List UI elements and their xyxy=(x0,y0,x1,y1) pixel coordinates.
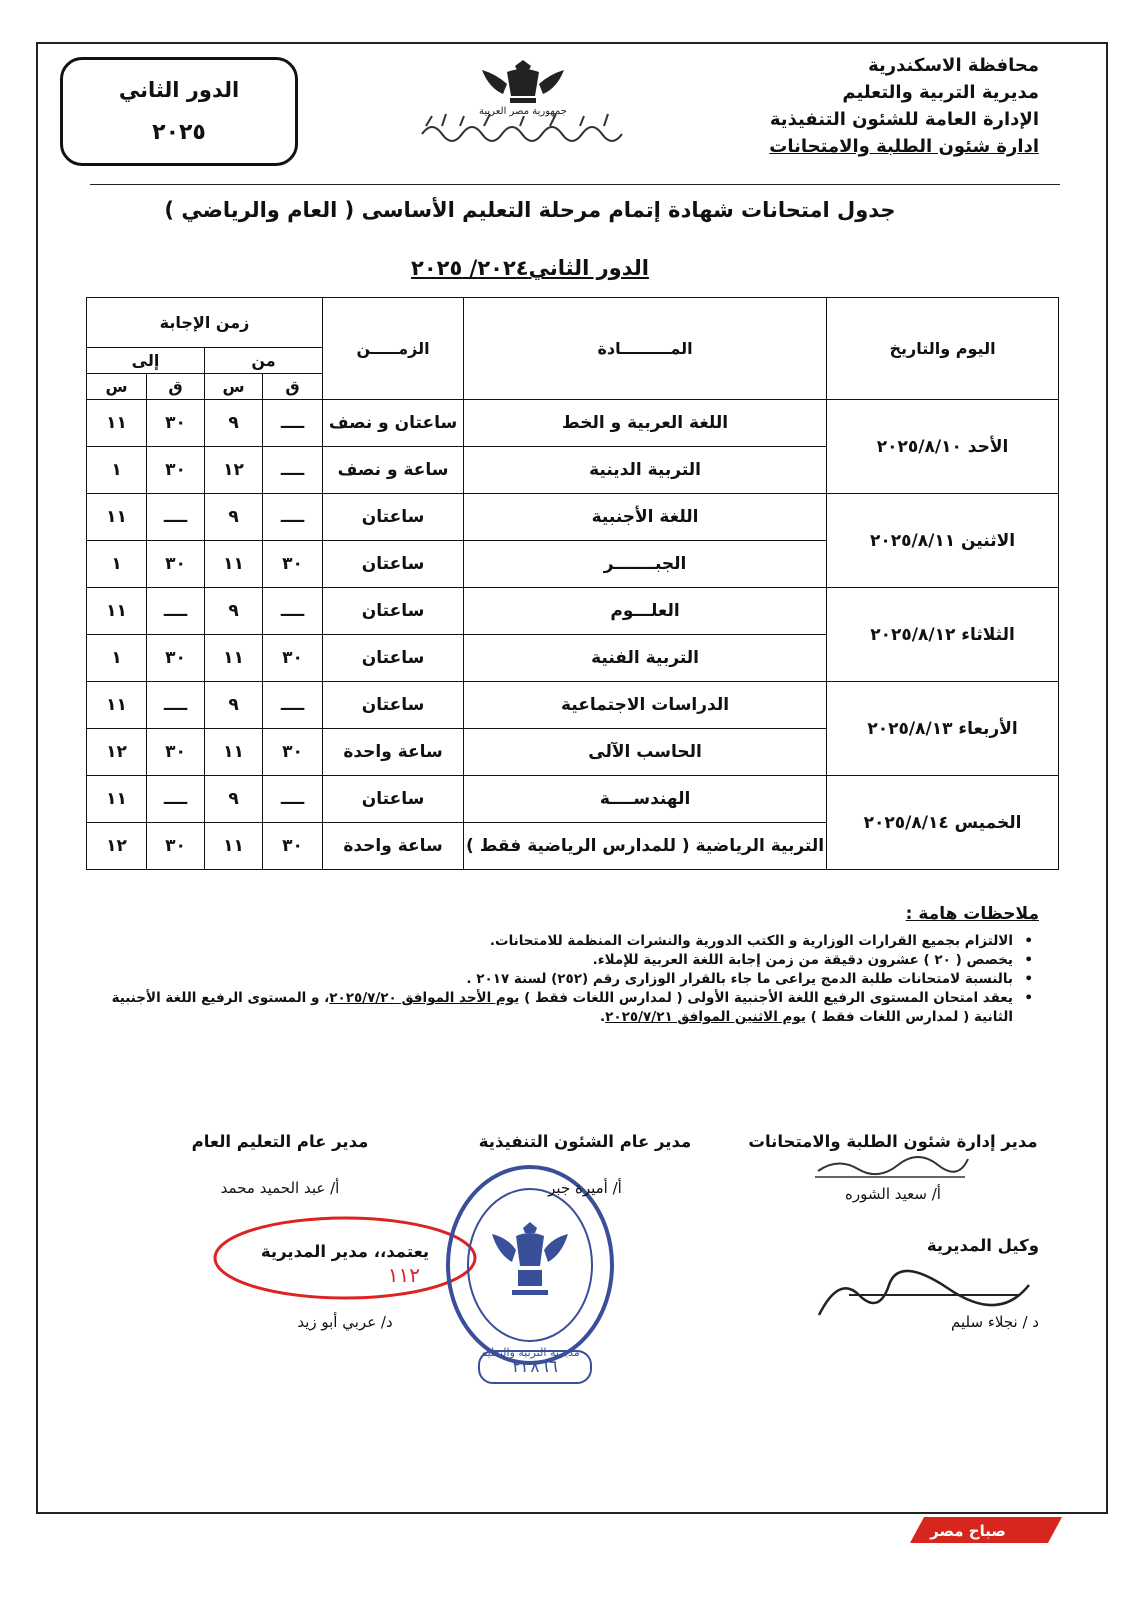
exam-year-label: ٢٠٢٥ xyxy=(152,120,206,145)
duration-cell: ساعتان xyxy=(323,588,464,635)
stamp-ring-text: مديرية التربية والتعليم xyxy=(480,1346,580,1359)
note-text: يخصص ( ٢٠ ) عشرون دقيقة من زمن إجابة اللغة العربية للإملاء. xyxy=(592,952,1013,968)
header-from-q: ق xyxy=(263,374,323,400)
table-row xyxy=(87,400,1059,447)
note-date-underlined: يوم الأحد الموافق ٢٠٢٥/٧/٢٠ xyxy=(329,990,520,1006)
from-hour-cell: ١١ xyxy=(205,823,263,870)
list-item xyxy=(75,932,1035,951)
note-text: ، و المستوى الرفيع اللغة الأجنبية الثانية ( لمدارس اللغات فقط ) xyxy=(111,990,1013,1025)
note-text: بالنسبة لامتحانات طلبة الدمج يراعى ما جاء بالقرار الوزارى رقم (٢٥٢) لسنة ٢٠١٧ . xyxy=(466,971,1013,987)
to-hour-cell: ١١ xyxy=(87,494,147,541)
from-hour-cell: ١١ xyxy=(205,541,263,588)
notes-list xyxy=(75,932,1035,1027)
authority-line-governorate: محافظة الاسكندرية xyxy=(868,55,1039,76)
subject-cell: التربية الدينية xyxy=(464,447,827,494)
duration-cell: ساعتان xyxy=(323,776,464,823)
duration-cell: ساعتان xyxy=(323,541,464,588)
authority-line-department: ادارة شئون الطلبة والامتحانات xyxy=(769,136,1039,157)
to-minute-cell: ــــ xyxy=(147,682,205,729)
header-subject: المـــــــــادة xyxy=(464,298,827,400)
bullet-icon: • xyxy=(1024,971,1033,987)
watermark-text: صباح مصر xyxy=(930,1522,1006,1540)
duration-cell: ساعتان xyxy=(323,494,464,541)
list-item xyxy=(75,951,1035,970)
from-hour-cell: ٩ xyxy=(205,682,263,729)
signatory-title: مدير إدارة شئون الطلبة والامتحانات xyxy=(748,1132,1038,1151)
signatory-title: يعتمد،، مدير المديرية xyxy=(260,1242,430,1261)
to-hour-cell: ١١ xyxy=(87,776,147,823)
from-minute-cell: ٣٠ xyxy=(263,541,323,588)
from-hour-cell: ٩ xyxy=(205,400,263,447)
from-minute-cell: ــــ xyxy=(263,682,323,729)
from-minute-cell: ــــ xyxy=(263,494,323,541)
to-minute-cell: ٣٠ xyxy=(147,447,205,494)
from-minute-cell: ٣٠ xyxy=(263,729,323,776)
to-minute-cell: ٣٠ xyxy=(147,400,205,447)
from-minute-cell: ــــ xyxy=(263,588,323,635)
signatory-name: أ/ عبد الحميد محمد xyxy=(220,1179,340,1197)
subject-cell: الدراسات الاجتماعية xyxy=(464,682,827,729)
subject-cell: الجبـــــــر xyxy=(464,541,827,588)
header-to: إلى xyxy=(87,348,205,374)
subject-cell: اللغة العربية و الخط xyxy=(464,400,827,447)
subject-cell: الحاسب الآلى xyxy=(464,729,827,776)
list-item xyxy=(75,970,1035,989)
subject-cell: التربية الرياضية ( للمدارس الرياضية فقط ) xyxy=(464,823,827,870)
signature-education-manager xyxy=(180,1132,380,1197)
table-row xyxy=(87,494,1059,541)
signatory-name: أ/ سعيد الشوره xyxy=(845,1185,941,1203)
from-hour-cell: ٩ xyxy=(205,776,263,823)
day-date-cell: الأحد ٢٠٢٥/٨/١٠ xyxy=(827,400,1059,494)
signatory-title: مدير عام الشئون التنفيذية xyxy=(478,1132,692,1151)
document-title: جدول امتحانات شهادة إتمام مرحلة التعليم الأساسى ( العام والرياضي ) xyxy=(164,198,896,222)
to-hour-cell: ١ xyxy=(87,635,147,682)
signatory-title: وكيل المديرية xyxy=(926,1236,1039,1255)
stamp-serial-number: ٢٣٨٦٦ xyxy=(478,1350,592,1384)
table-row xyxy=(87,682,1059,729)
duration-cell: ساعتان xyxy=(323,635,464,682)
signature-deputy xyxy=(819,1236,1039,1331)
news-site-watermark xyxy=(896,1517,1062,1543)
header-to-q: ق xyxy=(147,374,205,400)
to-hour-cell: ١١ xyxy=(87,682,147,729)
from-hour-cell: ٩ xyxy=(205,588,263,635)
emblem-caption: جمهورية مصر العربية xyxy=(479,106,567,117)
to-minute-cell: ــــ xyxy=(147,494,205,541)
notes-heading: ملاحظات هامة : xyxy=(905,904,1039,924)
signature-exams-manager xyxy=(743,1132,1043,1203)
header-from: من xyxy=(205,348,323,374)
day-date-cell: الخميس ٢٠٢٥/٨/١٤ xyxy=(827,776,1059,870)
to-minute-cell: ٣٠ xyxy=(147,541,205,588)
from-hour-cell: ١٢ xyxy=(205,447,263,494)
subject-cell: الهندســــة xyxy=(464,776,827,823)
to-hour-cell: ١٢ xyxy=(87,729,147,776)
issuing-authority xyxy=(769,52,1039,160)
authority-line-administration: الإدارة العامة للشئون التنفيذية xyxy=(769,109,1039,130)
duration-cell: ساعة واحدة xyxy=(323,729,464,776)
signature-executive-manager xyxy=(460,1132,710,1197)
signature-director xyxy=(235,1242,455,1331)
handwritten-number: ١١٢ xyxy=(387,1263,420,1287)
to-hour-cell: ١٢ xyxy=(87,823,147,870)
handwritten-signature-icon xyxy=(813,1153,973,1179)
note-date-underlined: يوم الاثنين الموافق ٢٠٢٥/٧/٢١ xyxy=(605,1009,806,1025)
to-minute-cell: ٣٠ xyxy=(147,729,205,776)
to-hour-cell: ١ xyxy=(87,541,147,588)
to-minute-cell: ــــ xyxy=(147,776,205,823)
day-date-cell: الأربعاء ٢٠٢٥/٨/١٣ xyxy=(827,682,1059,776)
note-text: الالتزام بجميع القرارات الوزارية و الكتب الدورية والنشرات المنظمة للامتحانات. xyxy=(489,933,1013,949)
header-divider xyxy=(90,184,1060,185)
exam-round-label: الدور الثاني xyxy=(118,78,240,102)
bullet-icon: • xyxy=(1024,952,1033,968)
list-item: • يعقد امتحان المستوى الرفيع اللغة الأجنبية الأولى ( لمدارس اللغات فقط ) يوم الأحد الموافق ٢٠٢٥/٧/٢٠، و المستوى الرفيع اللغة الأجنبية الثانية ( لمدارس اللغات فقط ) يوم الاثنين الموافق ٢٠٢٥/٧/٢١. xyxy=(111,990,1033,1025)
from-minute-cell: ــــ xyxy=(263,776,323,823)
from-hour-cell: ٩ xyxy=(205,494,263,541)
egypt-eagle-emblem-icon xyxy=(412,56,634,146)
day-date-cell: الثلاثاء ٢٠٢٥/٨/١٢ xyxy=(827,588,1059,682)
header-to-s: س xyxy=(87,374,147,400)
duration-cell: ساعتان xyxy=(323,682,464,729)
authority-line-directorate: مديرية التربية والتعليم xyxy=(842,82,1039,103)
header-from-s: س xyxy=(205,374,263,400)
day-date-cell: الاثنين ٢٠٢٥/٨/١١ xyxy=(827,494,1059,588)
from-hour-cell: ١١ xyxy=(205,635,263,682)
duration-cell: ساعة واحدة xyxy=(323,823,464,870)
duration-cell: ساعة و نصف xyxy=(323,447,464,494)
to-hour-cell: ١ xyxy=(87,447,147,494)
signatory-name: د/ عربي أبو زيد xyxy=(297,1313,393,1331)
signatory-name: د / نجلاء سليم xyxy=(951,1313,1039,1331)
to-minute-cell: ــــ xyxy=(147,588,205,635)
from-minute-cell: ٣٠ xyxy=(263,635,323,682)
to-minute-cell: ٣٠ xyxy=(147,635,205,682)
from-minute-cell: ٣٠ xyxy=(263,823,323,870)
from-minute-cell: ــــ xyxy=(263,400,323,447)
note-text: يعقد امتحان المستوى الرفيع اللغة الأجنبية الأولى ( لمدارس اللغات فقط ) xyxy=(519,990,1013,1006)
duration-cell: ساعتان و نصف xyxy=(323,400,464,447)
exam-round-box xyxy=(60,57,298,166)
bullet-icon: • xyxy=(1024,990,1033,1006)
table-row xyxy=(87,588,1059,635)
from-minute-cell: ــــ xyxy=(263,447,323,494)
from-hour-cell: ١١ xyxy=(205,729,263,776)
signatory-title: مدير عام التعليم العام xyxy=(191,1132,369,1151)
header-day-date: اليوم والتاريخ xyxy=(827,298,1059,400)
subject-cell: العلـــوم xyxy=(464,588,827,635)
table-row xyxy=(87,776,1059,823)
document-subtitle: الدور الثاني٢٠٢٤/ ٢٠٢٥ xyxy=(411,256,649,280)
exam-schedule-table xyxy=(86,297,1059,870)
subject-cell: التربية الفنية xyxy=(464,635,827,682)
bullet-icon: • xyxy=(1024,933,1033,949)
to-hour-cell: ١١ xyxy=(87,400,147,447)
header-duration: الزمـــــن xyxy=(323,298,464,400)
header-answer-time: زمن الإجابة xyxy=(87,298,323,348)
to-minute-cell: ٣٠ xyxy=(147,823,205,870)
to-hour-cell: ١١ xyxy=(87,588,147,635)
subject-cell: اللغة الأجنبية xyxy=(464,494,827,541)
signatory-name: أ/ أميرة جبر xyxy=(548,1179,622,1197)
